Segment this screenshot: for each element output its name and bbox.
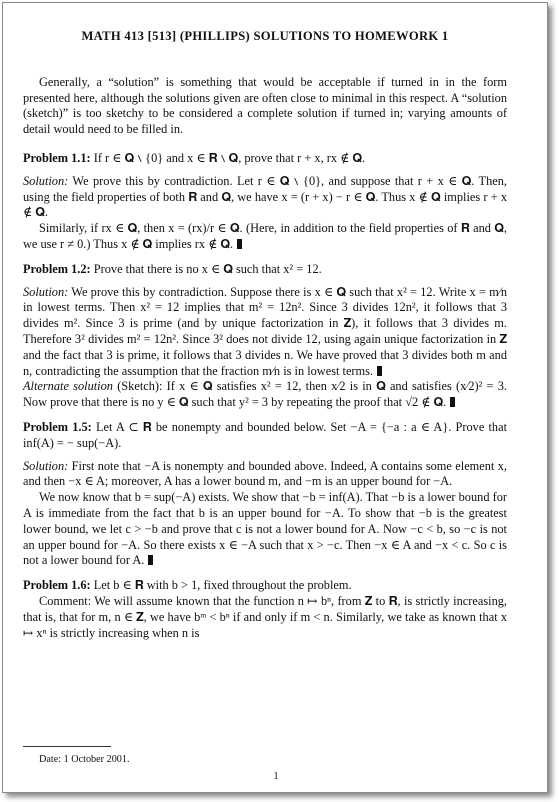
page-title: MATH 413 [513] (PHILLIPS) SOLUTIONS TO HOMEWORK 1 bbox=[81, 29, 449, 43]
problem-1-5-solution-cont bbox=[23, 490, 507, 569]
problem-1-6-comment: Comment: We will assume known that the function n ↦ bⁿ, from 𝐙 to 𝐑, is strictly increasing, that is, that for m, n ∈ 𝐙, we have bᵐ < bⁿ if and only if m < n. Similarly, we take as known that x ↦ xⁿ is strictly increasing when n is bbox=[23, 593, 507, 640]
intro-paragraph: Generally, a “solution” is something that would be acceptable if turned in in the form presented here, although the solutions given are often close to minimal in this respect. A “solution (sketch)” is too sketchy to be considered a complete solution if turned in; varying amounts of detail would need to be filled in. bbox=[23, 74, 507, 137]
solution-text: We now know that b = sup(−A) exists. We show that −b = inf(A). That −b is a lower bound for A is immediate from the fact that b is an upper bound for −A. To show that −b is the greatest lower bound, we let c > −b and prove that c is not a lower bound for A. Now −c < b, so −c is not an upper bound for −A. So there exists x ∈ −A such that x > −c. Then −x ∈ A and −x < c. So c is not a lower bound for A. bbox=[23, 490, 507, 568]
problem-1-6-statement bbox=[23, 578, 507, 594]
alternate-label: Alternate solution bbox=[23, 379, 113, 394]
problem-1-1-solution bbox=[23, 174, 507, 221]
solution-label: Solution: bbox=[23, 173, 69, 188]
solution-label: Solution: bbox=[23, 458, 69, 473]
problem-1-5-solution bbox=[23, 459, 507, 491]
problem-text: Prove that there is no x ∈ 𝐐 such that x² = 12. bbox=[93, 261, 322, 276]
problem-label: Problem 1.1: bbox=[23, 150, 91, 165]
solution-text: First note that −A is nonempty and bounded above. Indeed, A contains some element x, and then −x ∈ A; moreover, A has a lower bound m, and −m is an upper bound for −A. bbox=[23, 458, 508, 489]
problem-1-2-alternate bbox=[23, 379, 507, 411]
document-page bbox=[2, 2, 548, 793]
solution-label: Solution: bbox=[23, 284, 69, 299]
problem-label: Problem 1.2: bbox=[23, 261, 91, 276]
qed-square-icon bbox=[377, 366, 382, 376]
footnote: Date: 1 October 2001. bbox=[39, 754, 130, 765]
solution-text: We prove this by contradiction. Suppose there is x ∈ 𝐐 such that x² = 12. Write x = m⁄n in lowest terms. Then x² = 12 implies that m² = 12n². Since 3 divides 12n², it follows that 3 divides m². Since 3 is prime (and by unique factorization in 𝐙), it follows that 3 divides m. Therefore 3² divides m² = 12n². Since 3² does not divide 12, using again unique factorization in 𝐙 and the fact that 3 is prime, it follows that 3 divides n. We have proved that 3 divides both m and n, contradicting the assumption that the fraction m⁄n is in lowest terms. bbox=[23, 284, 507, 378]
alternate-text: (Sketch): If x ∈ 𝐐 satisfies x² = 12, then x⁄2 is in 𝐐 and satisfies (x⁄2)² = 3. Now prove that there is no y ∈ 𝐐 such that y² = 3 by repeating the proof that √2 ∉ 𝐐. bbox=[23, 379, 507, 410]
qed-square-icon bbox=[237, 239, 242, 249]
problem-text: Let A ⊂ 𝐑 be nonempty and bounded below. Set −A = {−a : a ∈ A}. Prove that inf(A) = − sup(−A). bbox=[23, 419, 508, 450]
problem-1-2-solution bbox=[23, 285, 507, 380]
problem-1-2-statement bbox=[23, 262, 507, 278]
solution-text: We prove this by contradiction. Let r ∈ 𝐐 ∖ {0}, and suppose that r + x ∈ 𝐐. Then, using the field properties of both 𝐑 and 𝐐, we have x = (r + x) − r ∈ 𝐐. Thus x ∉ 𝐐 implies r + x ∉ 𝐐. bbox=[23, 173, 507, 220]
problem-1-1-solution-cont bbox=[23, 221, 507, 253]
problem-label: Problem 1.5: bbox=[23, 419, 92, 434]
document-body bbox=[23, 29, 507, 641]
solution-text: Similarly, if rx ∈ 𝐐, then x = (rx)/r ∈ 𝐐. (Here, in addition to the field properties of 𝐑 and 𝐐, we use r ≠ 0.) Thus x ∉ 𝐐 implies rx ∉ 𝐐. bbox=[23, 221, 507, 251]
problem-text: If r ∈ 𝐐 ∖ {0} and x ∈ 𝐑 ∖ 𝐐, prove that r + x, rx ∉ 𝐐. bbox=[93, 150, 366, 165]
page-number: 1 bbox=[273, 771, 279, 782]
problem-1-1-statement bbox=[23, 151, 507, 167]
footnote-rule bbox=[23, 746, 111, 747]
problem-label: Problem 1.6: bbox=[23, 578, 91, 593]
qed-square-icon bbox=[450, 397, 455, 407]
problem-1-5-statement bbox=[23, 420, 507, 452]
qed-square-icon bbox=[148, 555, 153, 565]
problem-text: Let b ∈ 𝐑 with b > 1, fixed throughout the problem. bbox=[93, 578, 352, 593]
